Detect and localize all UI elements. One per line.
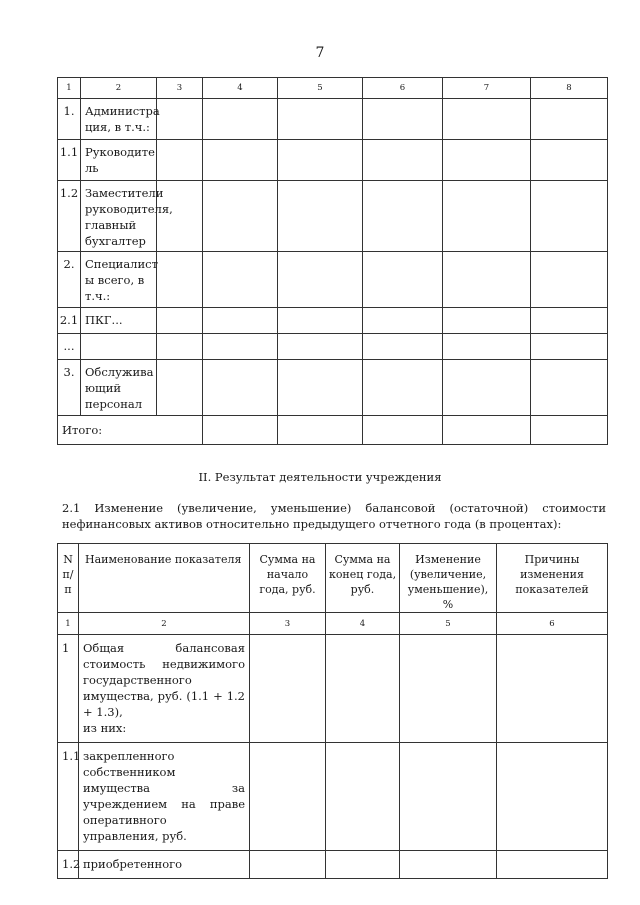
col-7-header: 7 — [443, 78, 531, 99]
row-number: 2.1 — [58, 308, 81, 334]
total-label: Итого: — [58, 416, 203, 445]
row-name: Специалист ы всего, в т.ч.: — [81, 252, 157, 308]
table-row — [58, 308, 608, 334]
col-1-header: 1 — [58, 78, 81, 99]
assets-table — [57, 543, 608, 879]
table-row — [58, 140, 608, 181]
col-3-header: 3 — [157, 78, 203, 99]
row-number: 3. — [58, 360, 81, 416]
row-number: 1.2 — [58, 181, 81, 252]
table-row — [58, 252, 608, 308]
index-cell: 3 — [250, 613, 326, 635]
page-number: 7 — [315, 45, 325, 61]
section-title: II. Результат деятельности учреждения — [198, 470, 442, 484]
col-2-header: 2 — [81, 78, 157, 99]
row-number: 1 — [58, 635, 79, 743]
row-name-text: Общая балансовая стоимость недвижимого государственного имущества, руб. (1.1 + 1.2 + 1.3), — [83, 641, 245, 719]
table-row — [58, 360, 608, 416]
row-number: 1. — [58, 99, 81, 140]
index-row — [58, 613, 608, 635]
row-name: Администра ция, в т.ч.: — [81, 99, 157, 140]
row-name — [81, 334, 157, 360]
row-number: ... — [58, 334, 81, 360]
table-row — [58, 743, 608, 851]
name-header: Наименование показателя — [79, 544, 250, 613]
index-cell: 1 — [58, 613, 79, 635]
np-header: N п/п — [58, 544, 79, 613]
row-name: приобретенного — [79, 851, 250, 879]
row-name: Обслужива ющий персонал — [81, 360, 157, 416]
col-5-header: 5 — [278, 78, 363, 99]
row-name: закрепленного собственником имущества за учреждением на праве оперативного управления, руб. — [79, 743, 250, 851]
table-row — [58, 334, 608, 360]
table-header-row — [58, 544, 608, 613]
index-cell: 5 — [400, 613, 497, 635]
table-row — [58, 635, 608, 743]
index-cell: 4 — [326, 613, 400, 635]
index-cell: 2 — [79, 613, 250, 635]
row-name — [79, 635, 250, 743]
table-header-row — [58, 78, 608, 99]
total-row — [58, 416, 608, 445]
row-number: 2. — [58, 252, 81, 308]
col-6-header: 6 — [363, 78, 443, 99]
reasons-header: Причины изменения показателей — [497, 544, 608, 613]
col-4-header: 4 — [203, 78, 278, 99]
section-paragraph: 2.1 Изменение (увеличение, уменьшение) балансовой (остаточной) стоимости нефинансовых активов относительно предыдущего отчетного года (в процентах): — [62, 501, 606, 531]
col-8-header: 8 — [531, 78, 608, 99]
row-name: ПКГ... — [81, 308, 157, 334]
row-name-sub: из них: — [83, 721, 127, 735]
row-number: 1.1 — [58, 140, 81, 181]
end-sum-header: Сумма на конец года, руб. — [326, 544, 400, 613]
row-name: Руководите ль — [81, 140, 157, 181]
table-row — [58, 99, 608, 140]
change-header: Изменение (увеличение, уменьшение), % — [400, 544, 497, 613]
index-cell: 6 — [497, 613, 608, 635]
row-name: Заместители руководителя, главный бухгалтер — [81, 181, 157, 252]
row-number: 1.2 — [58, 851, 79, 879]
table-row — [58, 851, 608, 879]
row-number: 1.1 — [58, 743, 79, 851]
table-row — [58, 181, 608, 252]
start-sum-header: Сумма на начало года, руб. — [250, 544, 326, 613]
staff-table — [57, 77, 608, 445]
